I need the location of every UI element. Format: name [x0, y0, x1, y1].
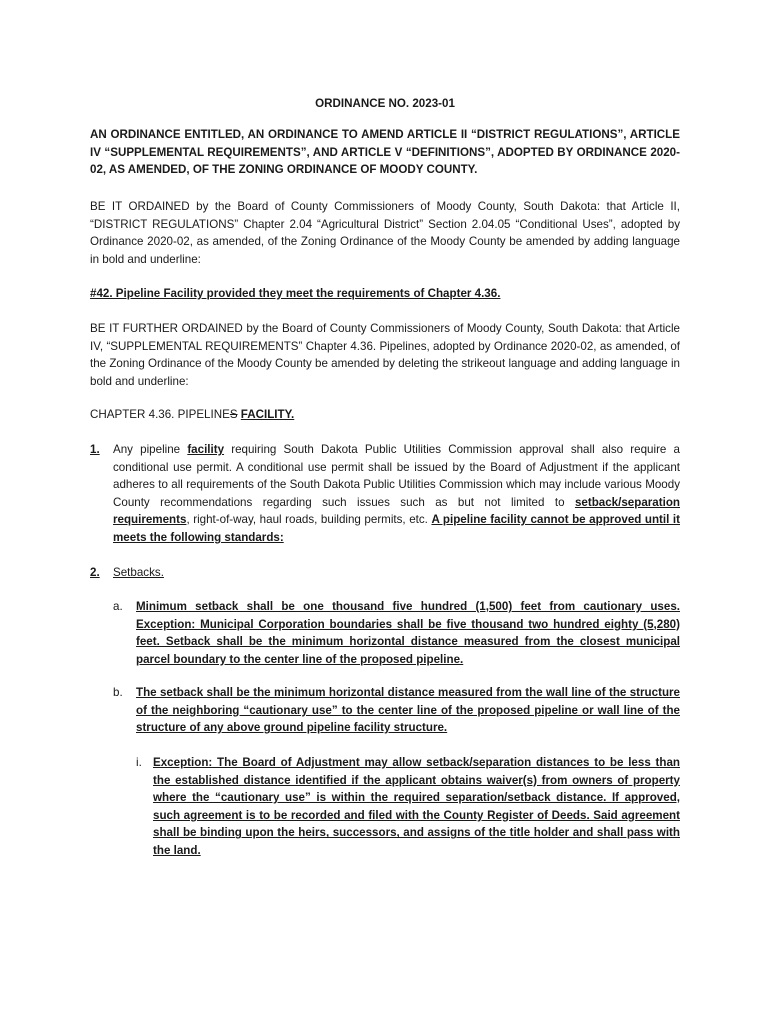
item-b-text: The setback shall be the minimum horizontal distance measured from the wall line of the structure of the neighboring “cautionary use” to the center line of the proposed pipeline or wall line of the structure of any above ground pipeline facility structure. — [136, 686, 680, 735]
section-1-text — [113, 441, 680, 547]
chapter-prefix: CHAPTER 4.36. PIPELINE — [90, 408, 230, 421]
item-i-text: Exception: The Board of Adjustment may allow setback/separation distances to be less than the established distance identified if the applicant obtains waiver(s) from owners of property where the “cautionary use” is within the required separation/setback distance. If approved, such agreement is to be recorded and filed with the County Register of Deeds. Said agreement shall be binding upon the heirs, successors, and assigns of the title holder and shall pass with the land. — [153, 756, 680, 857]
item-b-letter: b. — [113, 686, 123, 699]
section-1-number: 1. — [90, 443, 100, 456]
section-1-text-c: , right-of-way, haul roads, building permits, etc. — [186, 513, 432, 527]
section-2-number: 2. — [90, 566, 100, 579]
conditional-use-item-42: #42. Pipeline Facility provided they meet the requirements of Chapter 4.36. — [90, 287, 501, 300]
section-1-text-b: requiring South Dakota Public Utilities Commission approval shall also require a conditional use permit. A conditional use permit shall be issued by the Board of Adjustment if the applicant adheres to all requirements of the South Dakota Public Utilities Commission which may include various Moody County recommendations regarding such issues such as but not limited to — [113, 443, 681, 509]
ordaining-paragraph-1: BE IT ORDAINED by the Board of County Commissioners of Moody County, South Dakota: that Article II, “DISTRICT REGULATIONS” Chapter 2.04 “Agricultural District” Section 2.04.05 “Conditional Uses”, adopted by Ordinance 2020-02, as amended, of the Zoning Ordinance of the Moody County be amended by adding language in bold and underline: — [90, 200, 680, 266]
chapter-added-text: FACILITY. — [240, 408, 295, 421]
chapter-heading — [90, 406, 680, 424]
chapter-struck-text: S — [229, 408, 238, 421]
item-i-letter: i. — [136, 756, 142, 769]
ordinance-heading: AN ORDINANCE ENTITLED, AN ORDINANCE TO AMEND ARTICLE II “DISTRICT REGULATIONS”, ARTICLE IV “SUPPLEMENTAL REQUIREMENTS”, AND ARTICLE V “DEFINITIONS”, ADOPTED BY ORDINANCE 2020-02, AS AMENDED, OF THE ZONING ORDINANCE OF MOODY COUNTY. — [90, 128, 680, 177]
section-1-standards: A pipeline facility cannot be approved until it meets the following standards: — [113, 513, 680, 544]
section-1-setback-term: setback/separation requirements — [113, 495, 680, 527]
item-a-letter: a. — [113, 600, 123, 613]
section-2-label: Setbacks. — [113, 566, 164, 579]
section-1-text-a: Any pipeline — [113, 443, 188, 456]
section-1-facility: facility — [187, 443, 225, 456]
item-a-text: Minimum setback shall be one thousand five hundred (1,500) feet from cautionary uses. Exception: Municipal Corporation boundaries shall be five thousand two hundred eighty (5,280) feet. Setback shall be the minimum horizontal distance measured from the closest municipal parcel boundary to the center line of the proposed pipeline. — [136, 600, 680, 666]
ordaining-paragraph-2: BE IT FURTHER ORDAINED by the Board of County Commissioners of Moody County, South Dakota: that Article IV, “SUPPLEMENTAL REQUIREMENTS” Chapter 4.36. Pipelines, adopted by Ordinance 2020-02, as amended, of the Zoning Ordinance of the Moody County be amended by deleting the strikeout language and adding language in bold and underline: — [90, 322, 680, 388]
ordinance-title: ORDINANCE NO. 2023-01 — [315, 97, 455, 110]
